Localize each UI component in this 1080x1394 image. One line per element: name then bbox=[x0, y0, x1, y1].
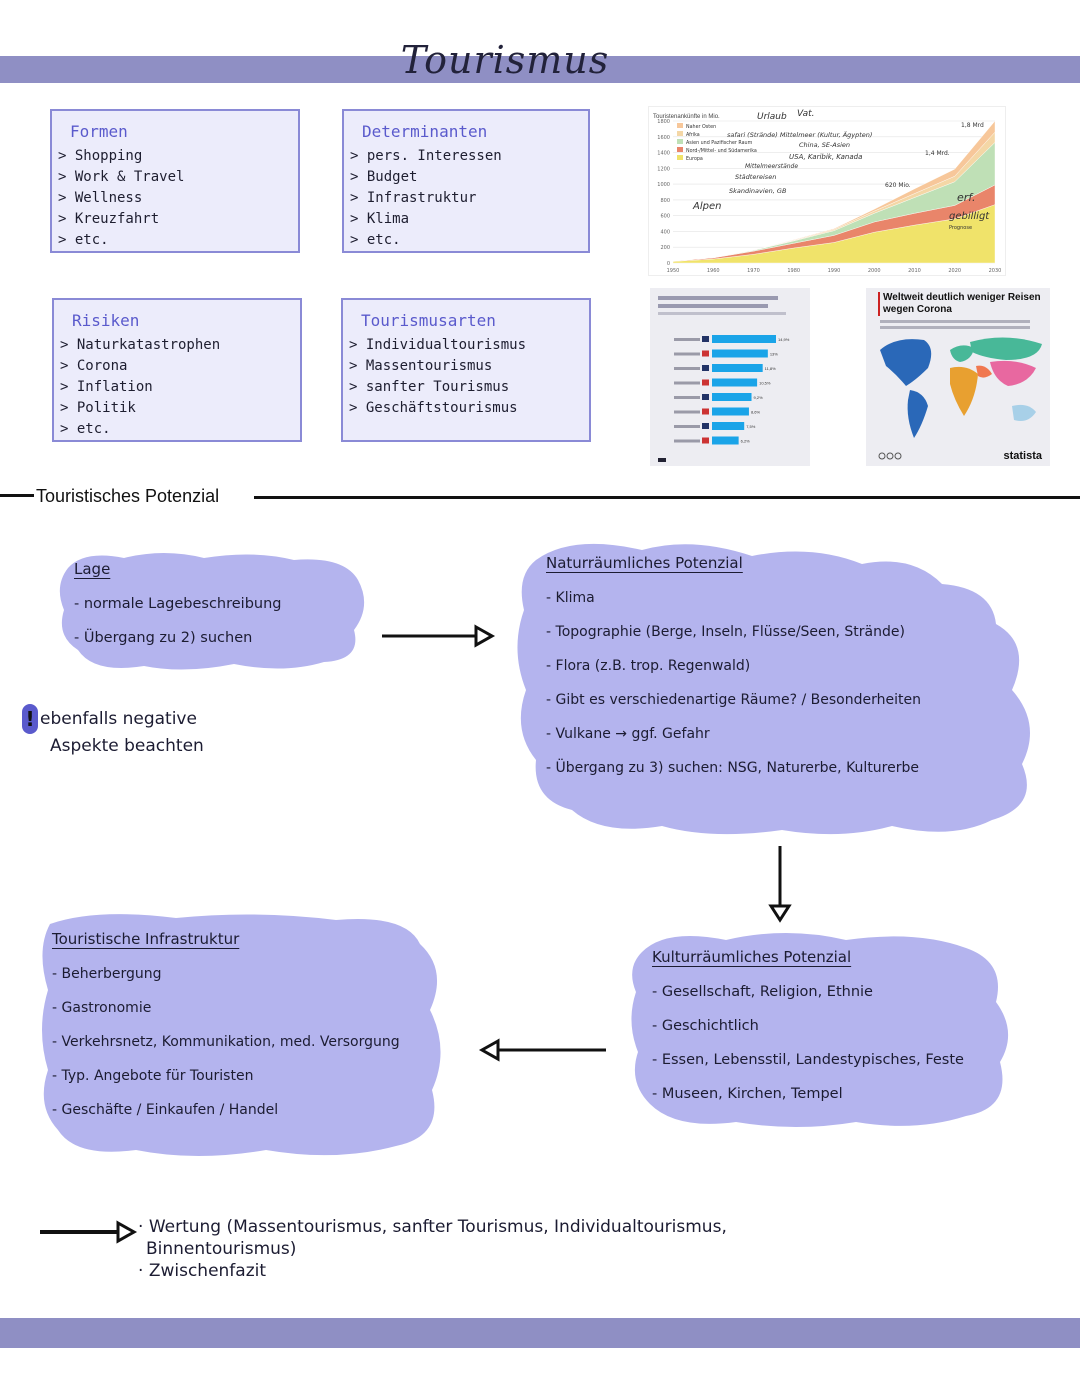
list-item: > Inflation bbox=[60, 377, 290, 398]
chart-axis bbox=[667, 268, 1002, 274]
tourism-share-thumbnail bbox=[650, 288, 810, 466]
note-line-2: Aspekte beachten bbox=[50, 736, 204, 756]
bar-value-label: 13% bbox=[769, 351, 778, 357]
bar-value-label: 8,6% bbox=[750, 409, 761, 415]
thumb-text-line bbox=[658, 296, 778, 300]
list-item: - Geschichtlich bbox=[652, 1018, 964, 1034]
list-item: - Vulkane → ggf. Gefahr bbox=[546, 726, 921, 742]
bottom-notes bbox=[138, 1216, 727, 1282]
chart-annotation: USA, Karibik, Kanada bbox=[789, 153, 863, 161]
list-item: - Beherbergung bbox=[52, 966, 400, 982]
chart-annotation: Mittelmeerstände bbox=[745, 163, 799, 170]
bar-label-placeholder bbox=[674, 353, 700, 356]
chart-xtick-label: 2030 bbox=[988, 268, 1002, 274]
list-item: > etc. bbox=[58, 230, 288, 251]
chart-xtick-label: 1970 bbox=[747, 268, 760, 274]
list-item: > Shopping bbox=[58, 146, 288, 167]
bar bbox=[712, 408, 749, 416]
chart-annotation: Prognose bbox=[949, 225, 973, 231]
list-item: > etc. bbox=[60, 419, 290, 440]
list-item: > etc. bbox=[350, 230, 578, 251]
flag-icon bbox=[702, 409, 709, 415]
box-formen-title: Formen bbox=[70, 122, 128, 141]
map-title: Weltweit deutlich weniger Reisen wegen Corona bbox=[878, 292, 1043, 316]
chart-annotation: 1,8 Mrd bbox=[961, 122, 984, 129]
statista-logo: statista bbox=[1003, 450, 1042, 462]
bar bbox=[712, 335, 776, 343]
chart-ytick-label: 1200 bbox=[657, 166, 670, 173]
chart-ytick-label: 1400 bbox=[657, 150, 670, 157]
list-item: > Politik bbox=[60, 398, 290, 419]
arrow-down bbox=[766, 844, 794, 924]
box-risiken-title: Risiken bbox=[72, 311, 140, 330]
bar bbox=[712, 364, 763, 372]
cc-icon bbox=[895, 453, 901, 459]
thumb-text-line bbox=[880, 326, 1030, 329]
chart-ytick-label: 600 bbox=[660, 213, 670, 220]
thumb-text-line bbox=[880, 320, 1030, 323]
bar bbox=[712, 422, 744, 430]
box-formen bbox=[50, 109, 300, 253]
chart-xtick-label: 1950 bbox=[666, 268, 680, 274]
list-item: > Budget bbox=[350, 167, 578, 188]
section-line-left bbox=[0, 494, 34, 497]
bar-label-placeholder bbox=[674, 440, 700, 443]
box-tourismusarten-title: Tourismusarten bbox=[361, 311, 496, 330]
note-line-1: ebenfalls negative bbox=[40, 709, 197, 729]
chart-legend-label: Europa bbox=[686, 157, 703, 162]
tourism-arrivals-chart bbox=[648, 106, 1006, 276]
chart-ytick-label: 1000 bbox=[657, 182, 670, 189]
chart-annotation: China, SE-Asien bbox=[799, 141, 851, 149]
map-australia bbox=[1012, 405, 1036, 421]
corona-map-thumbnail bbox=[866, 288, 1050, 466]
flag-icon bbox=[702, 380, 709, 386]
map-russia bbox=[970, 337, 1042, 360]
chart-ytick-label: 0 bbox=[666, 261, 670, 267]
chart-annotation: Städtereisen bbox=[735, 173, 777, 181]
chart-xtick-label: 2020 bbox=[948, 268, 962, 274]
list-item: - Übergang zu 2) suchen bbox=[74, 630, 282, 646]
box-determinanten bbox=[342, 109, 590, 253]
bar-label-placeholder bbox=[674, 367, 700, 370]
bar-value-label: 10,5% bbox=[759, 380, 771, 386]
flag-icon bbox=[702, 336, 709, 342]
arrow-bottom bbox=[38, 1220, 138, 1244]
chart-annotation: Vat. bbox=[797, 109, 815, 119]
page-title: Tourismus bbox=[400, 38, 610, 82]
cloud-infrastruktur bbox=[36, 910, 448, 1162]
chart-xtick-label: 2000 bbox=[867, 268, 881, 274]
bottom-line-1b: Binnentourismus) bbox=[146, 1239, 297, 1259]
chart-annotation: Skandinavien, GB bbox=[729, 187, 787, 195]
thumb-logo bbox=[658, 458, 666, 462]
chart-annotation: erf. bbox=[957, 191, 976, 204]
list-item: > Individualtourismus bbox=[349, 335, 579, 356]
bar bbox=[712, 393, 752, 401]
thumb-text-line bbox=[658, 312, 786, 315]
cloud-lage-title: Lage bbox=[74, 560, 111, 578]
chart-legend-label: Naher Osten bbox=[686, 125, 717, 130]
chart-annotation: Alpen bbox=[693, 201, 722, 212]
chart-legend-label: Asien und Pazifischer Raum bbox=[686, 141, 753, 146]
list-item: - Gastronomie bbox=[52, 1000, 400, 1016]
bar-label-placeholder bbox=[674, 425, 700, 428]
list-item: - Verkehrsnetz, Kommunikation, med. Versorgung bbox=[52, 1034, 400, 1050]
map-asia bbox=[990, 361, 1036, 386]
cloud-lage bbox=[54, 550, 368, 674]
arrow-right bbox=[380, 624, 496, 648]
bars-group bbox=[674, 335, 790, 445]
bar bbox=[712, 379, 757, 387]
cloud-kultur-title: Kulturräumliches Potenzial bbox=[652, 948, 852, 966]
cc-icon bbox=[879, 453, 885, 459]
bar bbox=[712, 350, 768, 358]
flag-icon bbox=[702, 438, 709, 444]
map-africa bbox=[950, 367, 978, 416]
list-item: > Naturkatastrophen bbox=[60, 335, 290, 356]
bar-label-placeholder bbox=[674, 411, 700, 414]
list-item: > Massentourismus bbox=[349, 356, 579, 377]
flag-icon bbox=[702, 351, 709, 357]
flag-icon bbox=[702, 365, 709, 371]
list-item: > Kreuzfahrt bbox=[58, 209, 288, 230]
list-item: - Typ. Angebote für Touristen bbox=[52, 1068, 400, 1084]
list-item: - Essen, Lebensstil, Landestypisches, Feste bbox=[652, 1052, 964, 1068]
map-europe bbox=[950, 345, 974, 362]
exclamation-icon: ! bbox=[22, 704, 38, 734]
bar-label-placeholder bbox=[674, 338, 700, 341]
cloud-naturraum bbox=[512, 540, 1042, 840]
box-tourismusarten bbox=[341, 298, 591, 442]
list-item: - normale Lagebeschreibung bbox=[74, 596, 282, 612]
chart-legend-swatch bbox=[677, 123, 683, 128]
map-middle-east bbox=[976, 366, 992, 378]
chart-legend-label: Afrika bbox=[686, 133, 700, 138]
list-item: - Übergang zu 3) suchen: NSG, Naturerbe, Kulturerbe bbox=[546, 760, 921, 776]
bottom-line-2: · Zwischenfazit bbox=[138, 1260, 727, 1282]
arrow-left bbox=[476, 1038, 608, 1062]
map-south-america bbox=[908, 390, 928, 438]
footer-band bbox=[0, 1318, 1080, 1348]
list-item: - Museen, Kirchen, Tempel bbox=[652, 1086, 964, 1102]
cc-icon bbox=[887, 453, 893, 459]
cloud-infra-title: Touristische Infrastruktur bbox=[52, 930, 240, 948]
box-risiken bbox=[52, 298, 302, 442]
chart-legend bbox=[677, 123, 757, 162]
bar-value-label: 6,2% bbox=[740, 438, 750, 444]
bar-label-placeholder bbox=[674, 382, 700, 385]
chart-ylabel: Touristenankünfte in Mio. bbox=[653, 114, 720, 120]
chart-legend-swatch bbox=[677, 139, 683, 144]
chart-annotation: 620 Mio. bbox=[885, 182, 911, 189]
chart-xtick-label: 1960 bbox=[706, 268, 720, 274]
chart-annotation: gebilligt bbox=[949, 211, 990, 222]
bar-value-label: 9,2% bbox=[753, 395, 763, 400]
section-line-right bbox=[254, 496, 1080, 499]
section-label: Touristisches Potenzial bbox=[36, 486, 220, 506]
box-determinanten-title: Determinanten bbox=[362, 122, 488, 141]
chart-ytick-label: 1800 bbox=[657, 119, 670, 125]
chart-legend-label: Nord-/Mittel- und Südamerika bbox=[686, 149, 757, 154]
list-item: > pers. Interessen bbox=[350, 146, 578, 167]
list-item: - Topographie (Berge, Inseln, Flüsse/Seen, Strände) bbox=[546, 624, 921, 640]
chart-xtick-label: 1980 bbox=[787, 268, 801, 274]
chart-ytick-label: 1600 bbox=[657, 134, 670, 141]
list-item: - Gesellschaft, Religion, Ethnie bbox=[652, 984, 964, 1000]
chart-legend-swatch bbox=[677, 155, 683, 160]
chart-annotation: safari (Strände) Mittelmeer (Kultur, Ägypten) bbox=[727, 131, 873, 139]
bar-value-label: 11,8% bbox=[764, 366, 776, 371]
list-item: > Wellness bbox=[58, 188, 288, 209]
bottom-line-1: · Wertung (Massentourismus, sanfter Tourismus, Individualtourismus, bbox=[138, 1216, 727, 1238]
chart-annotation: Urlaub bbox=[757, 112, 787, 122]
list-item: - Gibt es verschiedenartige Räume? / Besonderheiten bbox=[546, 692, 921, 708]
list-item: > Work & Travel bbox=[58, 167, 288, 188]
chart-legend-swatch bbox=[677, 147, 683, 152]
chart-ytick-label: 800 bbox=[660, 197, 670, 204]
note-negative-aspects bbox=[22, 704, 204, 758]
chart-ytick-label: 400 bbox=[660, 229, 670, 236]
flag-icon bbox=[702, 394, 709, 400]
list-item: > Klima bbox=[350, 209, 578, 230]
bar-value-label: 7,5% bbox=[746, 424, 756, 429]
list-item: > sanfter Tourismus bbox=[349, 377, 579, 398]
list-item: - Klima bbox=[546, 590, 921, 606]
cloud-natur-title: Naturräumliches Potenzial bbox=[546, 554, 743, 572]
chart-legend-swatch bbox=[677, 131, 683, 136]
map-north-america bbox=[880, 339, 931, 386]
list-item: - Geschäfte / Einkaufen / Handel bbox=[52, 1102, 400, 1118]
cloud-kulturraum bbox=[626, 932, 1014, 1132]
list-item: > Corona bbox=[60, 356, 290, 377]
chart-xtick-label: 2010 bbox=[908, 268, 921, 274]
flag-icon bbox=[702, 423, 709, 429]
bar-value-label: 14,9% bbox=[778, 337, 790, 342]
chart-annotation: 1,4 Mrd. bbox=[925, 150, 950, 157]
thumb-text-line bbox=[658, 304, 768, 308]
chart-xtick-label: 1990 bbox=[827, 268, 841, 274]
list-item: > Geschäftstourismus bbox=[349, 398, 579, 419]
bar-label-placeholder bbox=[674, 396, 700, 399]
list-item: > Infrastruktur bbox=[350, 188, 578, 209]
list-item: - Flora (z.B. trop. Regenwald) bbox=[546, 658, 921, 674]
chart-ytick-label: 200 bbox=[660, 245, 670, 252]
bar bbox=[712, 437, 739, 445]
